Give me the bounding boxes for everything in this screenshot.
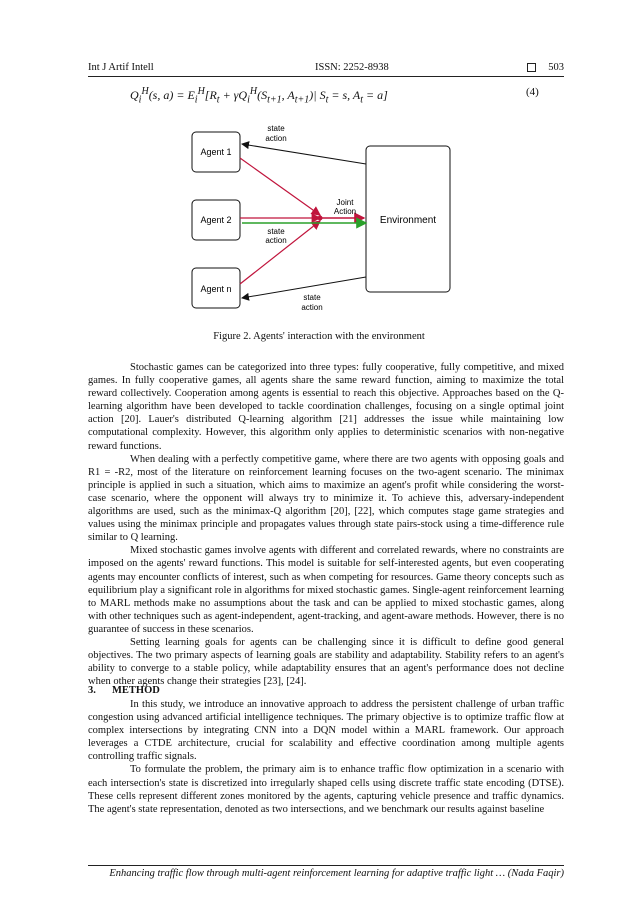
paragraph: To formulate the problem, the primary aim is to enhance traffic flow optimization in a scenario with each intersection's state is discretized into irregularly shaped cells using discrete traffic state encoding (DTSE). These cells represent different zones monitored by the agents, capturing vehicle presence and traffic dynamics. The agent's state representation, denoted as two intersections, and we benchmark our results against baseline xyxy=(88,764,564,815)
equation-number: (4) xyxy=(526,86,539,98)
figure-2 xyxy=(190,122,450,318)
checkbox-square-icon xyxy=(527,63,536,72)
label-action-n: action xyxy=(301,303,323,312)
page-number: 503 xyxy=(548,62,564,73)
agent-1-label: Agent 1 xyxy=(200,147,232,157)
label-state-2: state xyxy=(267,227,285,236)
state-arrow-agent-1 xyxy=(242,144,366,164)
label-action-1: action xyxy=(265,134,287,143)
label-state-1: state xyxy=(267,124,285,133)
paragraph: In this study, we introduce an innovative approach to address the persistent challenge of urban traffic congestion using advanced artificial intelligence techniques. The primary objective is to optimize traffic flow at complex intersections by integrating CNN into a DQN model within a MARL framework. Our approach leverages a CTDE architecture, crucial for scalability and effective coordination among multiple agents controlling traffic signals. xyxy=(88,699,564,763)
environment-label: Environment xyxy=(379,215,437,226)
label-joint: Joint xyxy=(336,198,354,207)
page-header xyxy=(88,62,564,77)
section-title: METHOD xyxy=(112,685,160,696)
label-state-n: state xyxy=(303,293,321,302)
section-heading xyxy=(88,685,160,696)
body-paragraphs-1 xyxy=(88,361,564,688)
page-footer xyxy=(88,865,564,879)
paragraph: Setting learning goals for agents can be challenging since it is difficult to define good general objectives. The two primary aspects of learning goals are stability and adaptability. Stability refers to an agent's ability to converge to a stable policy, while adaptability ensures that an agent's performance does not decline when other agents change their strategies [23], [24]. xyxy=(88,636,564,688)
agent-2-label: Agent 2 xyxy=(200,215,232,225)
equation-text: $Q_i^H(s$, $a) = E_i^H[R_t + \gamma Q_i^H(S_{t+1}$, $A_{t+1})|$ $S_t = s$, $A_t = a$] xyxy=(130,86,388,106)
section-number: 3. xyxy=(88,685,96,696)
issn: ISSN: 2252-8938 xyxy=(315,62,389,73)
agents-environment-diagram xyxy=(190,122,450,318)
paragraph: Mixed stochastic games involve agents with different and correlated rewards, where no constraints are imposed on the agents' reward functions. This model is suitable for self-interested agents, but even cooperating agents may encounter conflicts of interest, such as when competing for resources. Game theory concepts such as equilibrium play a significant role in algorithms for mixed stochastic games. Single-agent reinforcement learning to MARL methods make no assumptions about the task and can be applied to mixed stochastic games, along with other techniques such as agent-independent, agent-tracking, and agent-aware methods. However, there is no guarantee of success in these scenarios. xyxy=(88,545,564,635)
equation-4 xyxy=(130,86,388,105)
label-joint-action: Action xyxy=(333,207,357,216)
agent-n-label: Agent n xyxy=(200,284,232,294)
journal-name: Int J Artif Intell xyxy=(88,62,154,73)
action-arrow-agent-1 xyxy=(240,158,320,215)
body-paragraphs-2 xyxy=(88,698,564,816)
figure-caption: Figure 2. Agents' interaction with the environment xyxy=(213,331,425,342)
running-title: Enhancing traffic flow through multi-agent reinforcement learning for adaptive traffic light … (Nada Faqir) xyxy=(109,868,564,879)
joint-point xyxy=(318,216,323,221)
paragraph: When dealing with a perfectly competitive game, where there are two agents with opposing goals and R1 = -R2, most of the literature on reinforcement learning focuses on the two-agent scenario. The minimax principle is applied in such a situation, which aims to maximize an agent's profit while considering the worst-case scenario, where the opponent will always try to minimize it. To achieve this, adversary-independent algorithms are used, such as the minimax-Q algorithm [20], [22], which computes stage game strategies and values using the minimax principle and propagates values through state pairs-stock using a time-difference rule similar to Q learning. xyxy=(88,453,564,544)
paragraph: Stochastic games can be categorized into three types: fully cooperative, fully competitive, and mixed games. In fully cooperative games, all agents share the same reward function, aiming to maximize the total reward collectively. Cooperation among agents is essential to reach this objective. Approaches based on the Q-learning algorithm have been developed to tackle coordination challenges, focusing on a single optimal joint action [20]. Lauer's distributed Q-learning algorithm [21] addresses the issue while maintaining low computational complexity. However, this algorithm only applies to deterministic scenarios with non-negative reward functions. xyxy=(88,362,564,452)
label-action-2: action xyxy=(265,236,287,245)
